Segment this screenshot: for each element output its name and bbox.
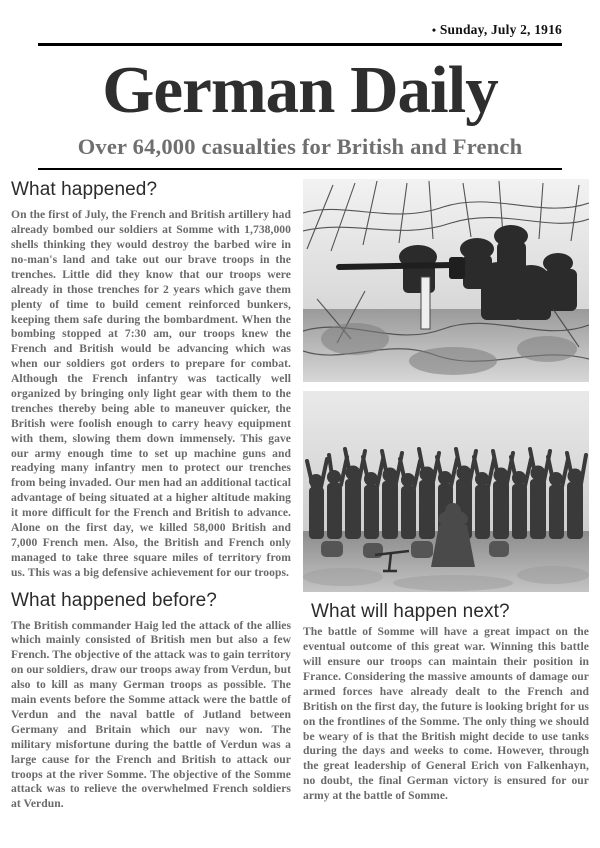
section-heading-what-will-happen-next: What will happen next? [311, 601, 510, 623]
section-heading-what-happened: What happened? [11, 179, 158, 201]
photo-soldiers-cheering-with-raised-arms [303, 391, 589, 592]
section-body-what-happened-before: The British commander Haig led the attack of the allies which mainly consisted of British men but also a few French. The objective of the attack was to gain territory on our soldiers, draw our troops away from Verdun, but also to kill as many German troops as possible. The main events before the Somme attack were the battle of Verdun and the naval battle of Jutland between Germany and Britain which our navy won. The military misfortune during the battle of Verdun was a large cause for the French and British to attack our troops at the river Somme. The objective of the Somme attack was to relieve the overwhelmed French soldiers at Verdun. [11, 618, 291, 811]
masthead-bottom-rule [38, 168, 562, 170]
section-body-what-will-happen-next: The battle of Somme will have a great impact on the eventual outcome of this great war. Winning this battle will ensure our troops can maintain their position in France. Considering the massive amounts of damage our armed forces have already dealt to the French and British on the first day, the future is looking bright for us on the frontlines of the Somme. The only thing we should be weary of is that the British might decide to use tanks during the days and weeks to come. However, through the great leadership of General Erich von Falkenhayn, no doubt, the final German victory is ensured for our army at the battle of Somme. [303, 625, 589, 803]
right-column [303, 179, 589, 810]
dateline [0, 0, 600, 38]
section-heading-what-happened-before: What happened before? [11, 589, 217, 611]
photo-machine-gun-crew-in-trench [303, 179, 589, 382]
section-body-what-happened: On the first of July, the French and British artillery had already bombed our soldiers at Somme with 1,738,000 shells thinking they would destroy the barbed wire in no-man's land and take out our brave troops in the trenches. Little did they know that our troops were already in those trenches for 2 years which gave them plenty of time to build cement reinforced bunkers, keeping them safe during the bombardment. When the bombing stopped at 7:30 am, our troops knew the French and British would be advancing which was when our soldiers got orders to prepare for combat. Although the French infantry was tactically well organized by bringing only light gear with them to the trenches thereby being able to maneuver quicker, the British were foolish enough to carry heavy equipment with them, slowing them down immensely. This gave our army enough time to set up machine guns and readying many infantry men to protect our trenches from being invaded. Our men had an additional tactical advantage of being situated at a higher altitude making it more difficult for the French and British to advance. Alone on the first day, we killed 58,000 British and 7,000 French men. Also, the British and French only managed to take three square miles of territory from us. This was a big defensive achievement for our troops. [11, 208, 291, 579]
masthead-top-rule [38, 43, 562, 46]
article-columns [0, 179, 600, 824]
left-column [11, 179, 291, 818]
dateline-text: Sunday, July 2, 1916 [439, 22, 562, 37]
bullet-icon: • [431, 23, 437, 37]
masthead-subtitle: Over 64,000 casualties for British and French [77, 134, 523, 160]
page-title: German Daily [102, 53, 498, 127]
photo-1-graphic [303, 179, 589, 382]
photo-2-graphic [303, 391, 589, 592]
